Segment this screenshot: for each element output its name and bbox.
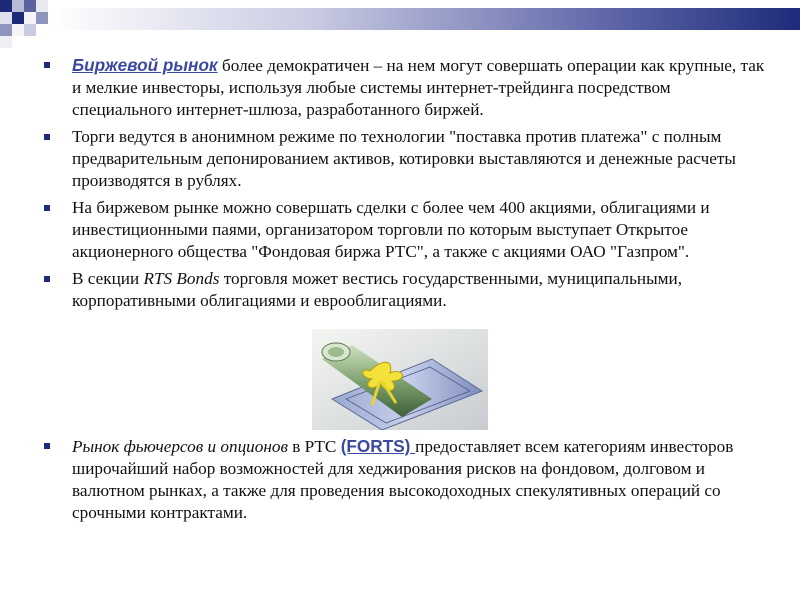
bullet-item-forts — [36, 435, 766, 529]
bullet-item — [36, 268, 766, 312]
birzhevoy-rynok-link[interactable]: Биржевой рынок — [72, 55, 218, 75]
bullet-text-prefix: В секции — [72, 269, 144, 288]
bullet-marker-icon — [44, 134, 50, 140]
bullet-item — [36, 54, 766, 121]
forts-link[interactable]: (FORTS) — [340, 436, 416, 456]
slide-header-decoration — [0, 0, 800, 48]
header-square — [0, 24, 12, 36]
rts-bonds-term: RTS Bonds — [143, 269, 220, 288]
bullet-text: На биржевом рынке можно совершать сделки с более чем 400 акциями, облигациями и инвестиционными паями, организатором торговли по которым выступает Открытое акционерного общества "Фондовая биржа РТС", а также с акциями ОАО "Газпром". — [72, 198, 710, 261]
bullet-text: торговля может вестись государственными, муниципальными, корпоративными облигациями и еврооблигациями. — [72, 269, 683, 310]
header-square — [24, 12, 36, 24]
bullet-item — [36, 126, 766, 192]
bullet-text-middle: в РТС — [287, 437, 341, 456]
header-square — [12, 24, 24, 36]
header-square — [24, 0, 36, 12]
header-square — [12, 0, 24, 12]
header-square — [24, 24, 36, 36]
futures-options-term: Рынок фьючерсов и опционов — [72, 437, 288, 456]
money-roll-image — [312, 329, 488, 430]
bullet-text: более демократичен – на нем могут совершать операции как крупные, так и мелкие инвесторы, используя любые системы интернет-трейдинга посредством специального интернет-шлюза, разработанного биржей. — [72, 56, 765, 119]
header-square — [36, 0, 48, 12]
header-square — [36, 12, 48, 24]
bullet-marker-icon — [44, 205, 50, 211]
bullet-text: Торги ведутся в анонимном режиме по технологии "поставка против платежа" с полным предварительным депонированием активов, котировки выставляются и денежные расчеты производятся в рублях. — [72, 127, 736, 190]
header-square — [0, 36, 12, 48]
header-square — [0, 12, 12, 24]
header-square — [0, 0, 12, 12]
bullet-marker-icon — [44, 443, 50, 449]
bullet-marker-icon — [44, 276, 50, 282]
bullet-marker-icon — [44, 62, 50, 68]
bullet-item — [36, 197, 766, 263]
header-gradient-bar — [50, 8, 800, 30]
bullet-item — [36, 435, 766, 524]
slide-body — [36, 54, 766, 317]
money-roll-photo — [312, 329, 488, 430]
bullet-text: предоставляет всем категориям инвесторов широчайший набор возможностей для хеджирования рисков на фондовом, долговом и валютном рынках, а также для проведения высокодоходных спекулятивных операций со срочными контрактами. — [72, 437, 734, 522]
header-square — [12, 12, 24, 24]
